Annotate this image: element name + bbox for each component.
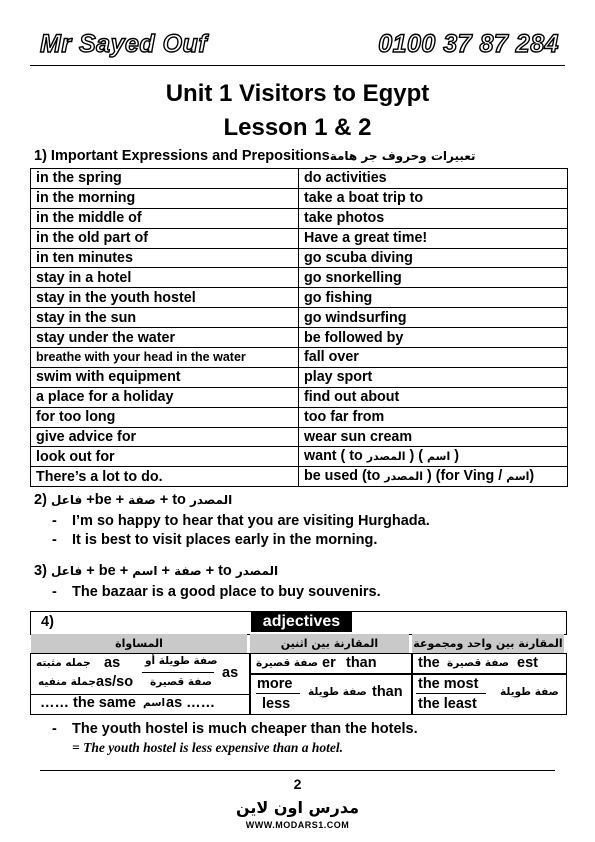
- cmp-more: more: [257, 676, 293, 692]
- expression-right: [299, 447, 568, 467]
- cmp-long-ar: صفة طويلة: [308, 686, 367, 698]
- expression-left: in the middle of: [31, 208, 299, 228]
- expression-row: [31, 188, 568, 208]
- bullet-item: - The bazaar is a good place to buy souvenirs.: [52, 584, 381, 600]
- expression-right: wear sun cream: [299, 427, 568, 447]
- sup-est: est: [517, 655, 538, 671]
- cmp-fraction-line: [256, 693, 300, 694]
- expression-row: [31, 348, 568, 368]
- page-number: 2: [293, 776, 302, 792]
- formula-infinitive: المصدر: [235, 564, 279, 578]
- expression-right: take a boat trip to: [299, 188, 568, 208]
- expression-row: [31, 407, 568, 427]
- sup-least: the least: [418, 696, 477, 712]
- expression-row: [31, 427, 568, 447]
- cmp-less: less: [262, 696, 291, 712]
- section-3-number: 3): [34, 563, 47, 579]
- expression-right: go fishing: [299, 288, 568, 308]
- bullet-text: I’m so happy to hear that you are visiting Hurghada.: [72, 513, 430, 529]
- expression-right: find out about: [299, 387, 568, 407]
- author-name: Mr Sayed Ouf: [40, 30, 208, 58]
- formula-noun: اسم: [132, 564, 158, 578]
- expression-row: [31, 328, 568, 348]
- sup-the: the: [418, 655, 440, 671]
- lesson-title: Lesson 1 & 2: [223, 114, 372, 141]
- expression-part: ): [450, 448, 459, 465]
- formula-subject: فاعل: [50, 564, 83, 578]
- header-divider: [30, 65, 565, 66]
- expression-left: give advice for: [31, 427, 299, 447]
- col-equality-header: المساواة: [31, 634, 247, 653]
- expression-ar-part: المصدر: [384, 470, 424, 484]
- expression-row: [31, 367, 568, 387]
- formula-adjective: صفة: [174, 564, 202, 578]
- expressions-table: [30, 168, 568, 487]
- eq-fraction-line: [142, 672, 214, 673]
- formula-to: + to: [155, 492, 190, 508]
- eq-as-2: as: [222, 665, 239, 681]
- eq-short-ar: صفة قصيرة: [150, 676, 212, 688]
- expression-right: Have a great time!: [299, 228, 568, 248]
- phone-number: 0100 37 87 284: [378, 30, 559, 58]
- expression-left: a place for a holiday: [31, 387, 299, 407]
- eq-same-noun-ar: اسم: [143, 697, 166, 709]
- expression-left: look out for: [31, 447, 299, 467]
- section-2-formula: [34, 492, 232, 508]
- sup-short-ar: صفة قصيرة: [447, 657, 509, 669]
- expression-row: [31, 288, 568, 308]
- site-url: WWW.MODARS1.COM: [245, 820, 350, 830]
- formula-be: +be +: [82, 492, 129, 508]
- formula-infinitive: المصدر: [189, 493, 233, 507]
- expression-row: [31, 248, 568, 268]
- section-1-heading-ar: تعبيرات وحروف جر هامة: [329, 149, 476, 163]
- expression-row: [31, 228, 568, 248]
- section-1-heading: [34, 148, 476, 164]
- expression-row: [31, 308, 568, 328]
- expression-right: [299, 467, 568, 487]
- expression-left: stay in the youth hostel: [31, 288, 299, 308]
- eq-negative-ar: جملة منفيه: [38, 676, 96, 688]
- expression-left: There’s a lot to do.: [31, 467, 299, 487]
- bullet-text: The youth hostel is much cheaper than the hotels.: [72, 721, 418, 737]
- example-note: = The youth hostel is less expensive than a hotel.: [72, 740, 343, 755]
- expression-right: do activities: [299, 169, 568, 189]
- bullet-text: It is best to visit places early in the morning.: [72, 532, 378, 548]
- expression-right: be followed by: [299, 328, 568, 348]
- expression-right: fall over: [299, 348, 568, 368]
- eq-same-a: …… the same: [40, 695, 136, 711]
- cmp-short-ar: صفة قصيرة: [256, 657, 318, 669]
- cmp-than: than: [346, 655, 377, 671]
- formula-subject: فاعل: [50, 493, 83, 507]
- expression-row: [31, 208, 568, 228]
- expression-part: be used (to: [304, 468, 385, 485]
- adjectives-badge: adjectives: [251, 611, 352, 632]
- cmp-er: er: [322, 655, 336, 671]
- expression-row: [31, 268, 568, 288]
- expression-right: take photos: [299, 208, 568, 228]
- expression-left: stay in a hotel: [31, 268, 299, 288]
- footer-divider: [40, 770, 555, 771]
- bullet-text: The bazaar is a good place to buy souvenirs.: [72, 584, 381, 600]
- site-logo: مدرس اون لاين: [236, 798, 359, 817]
- col-superlative-header: المقارنة بين واحد ومجموعة: [412, 634, 564, 653]
- expression-left: in the morning: [31, 188, 299, 208]
- sup-most: the most: [418, 676, 479, 692]
- formula-be: + be +: [82, 563, 133, 579]
- expression-row: [31, 447, 568, 467]
- expression-part: ) (: [405, 448, 428, 465]
- sup-long-ar: صفة طويلة: [500, 686, 559, 698]
- expression-left: in the spring: [31, 169, 299, 189]
- expression-part: ) (for Ving /: [423, 468, 507, 485]
- unit-title: Unit 1 Visitors to Egypt: [165, 80, 430, 107]
- expression-right: play sport: [299, 367, 568, 387]
- expression-ar-part: المصدر: [366, 450, 406, 464]
- bullet-item: - It is best to visit places early in the morning.: [52, 532, 378, 548]
- bullet-item: - I’m so happy to hear that you are visiting Hurghada.: [52, 513, 430, 529]
- section-4-number: 4): [41, 614, 54, 630]
- expression-right: go snorkelling: [299, 268, 568, 288]
- eq-positive-ar: جمله مثبته: [36, 657, 91, 669]
- formula-plus: +: [157, 563, 175, 579]
- expression-row: [31, 169, 568, 189]
- expression-right: go scuba diving: [299, 248, 568, 268]
- expression-left: for too long: [31, 407, 299, 427]
- eq-same-b: as ……: [166, 695, 216, 711]
- expression-left: breathe with your head in the water: [31, 348, 299, 368]
- expression-left: stay in the sun: [31, 308, 299, 328]
- expression-row: [31, 387, 568, 407]
- eq-long-or-ar: صفة طويلة أو: [145, 655, 218, 667]
- expression-ar-part: اسم: [506, 470, 530, 484]
- expression-left: stay under the water: [31, 328, 299, 348]
- sup-fraction-line: [416, 693, 486, 694]
- expression-left: in ten minutes: [31, 248, 299, 268]
- expression-row: [31, 467, 568, 487]
- expression-left: in the old part of: [31, 228, 299, 248]
- section-1-heading-en: 1) Important Expressions and Prepositions: [34, 148, 330, 164]
- formula-adjective: صفة: [128, 493, 156, 507]
- formula-to: + to: [201, 563, 236, 579]
- expression-left: swim with equipment: [31, 367, 299, 387]
- eq-as: as: [104, 655, 121, 671]
- expression-part: ): [529, 468, 535, 485]
- expression-ar-part: اسم: [427, 450, 451, 464]
- section-2-number: 2): [34, 492, 47, 508]
- cmp-than-2: than: [372, 684, 403, 700]
- expression-right: go windsurfing: [299, 308, 568, 328]
- bullet-item: - The youth hostel is much cheaper than the hotels.: [52, 721, 418, 737]
- expression-part: want ( to: [304, 448, 367, 465]
- eq-asso: as/so: [96, 674, 134, 690]
- col-comparative-header: المقارنة بين اثنين: [250, 634, 409, 653]
- expression-right: too far from: [299, 407, 568, 427]
- section-3-formula: [34, 563, 278, 579]
